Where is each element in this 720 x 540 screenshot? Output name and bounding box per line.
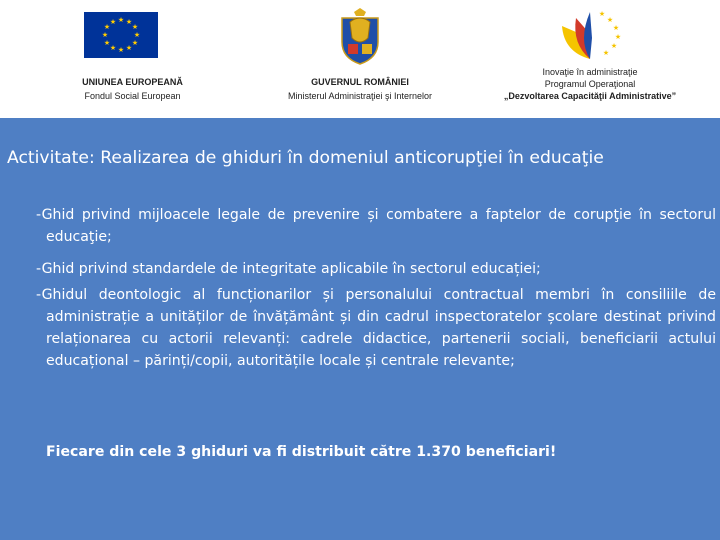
program-caption-line2: Programul Operaţional [544, 79, 636, 89]
svg-text:★: ★ [614, 33, 622, 41]
government-caption-line2: Ministerul Administraţiei şi Internelor [287, 91, 433, 101]
svg-text:★: ★ [103, 39, 111, 47]
svg-text:★: ★ [103, 23, 111, 31]
program-logo-icon [550, 4, 630, 64]
svg-text:★: ★ [109, 18, 117, 26]
header-banner [0, 0, 720, 118]
eu-caption-line2: Fondul Social European [84, 91, 181, 101]
list-item: -Ghid privind mijloacele legale de prevenire și combatere a faptelor de corupţie în sectorul educaţie; [36, 207, 716, 245]
government-caption-line1: GUVERNUL ROMÂNIEI [311, 77, 409, 87]
svg-text:★: ★ [612, 24, 620, 32]
svg-text:★: ★ [606, 16, 614, 24]
content-panel [0, 118, 720, 540]
eu-flag-icon [84, 12, 158, 58]
svg-text:★: ★ [117, 16, 125, 24]
svg-text:★: ★ [131, 39, 139, 47]
svg-text:★: ★ [109, 44, 117, 52]
svg-text:★: ★ [125, 18, 133, 26]
svg-text:★: ★ [131, 23, 139, 31]
svg-text:★: ★ [602, 49, 610, 57]
government-logo-block [255, 0, 465, 118]
svg-text:★: ★ [117, 46, 125, 54]
svg-text:★: ★ [610, 42, 618, 50]
svg-text:★: ★ [101, 31, 109, 39]
program-logo-block [480, 0, 700, 118]
list-item: -Ghidul deontologic al funcționarilor și personalului contractual membri în consiliile de administrație a unităților de învățământ și din cadrul inspectoratelor școlare destinat privind relaționarea cu actorii relevanți: cadrele didactice, partenerii sociali, beneficiarii actului educațional – părinți/copii, autoritățile locale și centrale relevante; [36, 287, 716, 369]
eu-caption-line1: UNIUNEA EUROPEANĂ [82, 77, 183, 87]
program-caption-line1: Inovaţie în administraţie [542, 67, 638, 77]
program-caption-line3: „Dezvoltarea Capacităţii Administrative” [503, 91, 677, 101]
final-note: Fiecare din cele 3 ghiduri va fi distribuit către 1.370 beneficiari! [46, 444, 557, 460]
svg-text:★: ★ [598, 10, 606, 18]
romania-coat-of-arms-icon [338, 8, 382, 66]
list-item: -Ghid privind standardele de integritate aplicabile în sectorul educației; [36, 261, 541, 277]
eu-logo-block [50, 0, 215, 118]
svg-text:★: ★ [125, 44, 133, 52]
page-title: Activitate: Realizarea de ghiduri în domeniul anticorupţiei în educaţie [7, 148, 604, 168]
svg-text:★: ★ [133, 31, 141, 39]
